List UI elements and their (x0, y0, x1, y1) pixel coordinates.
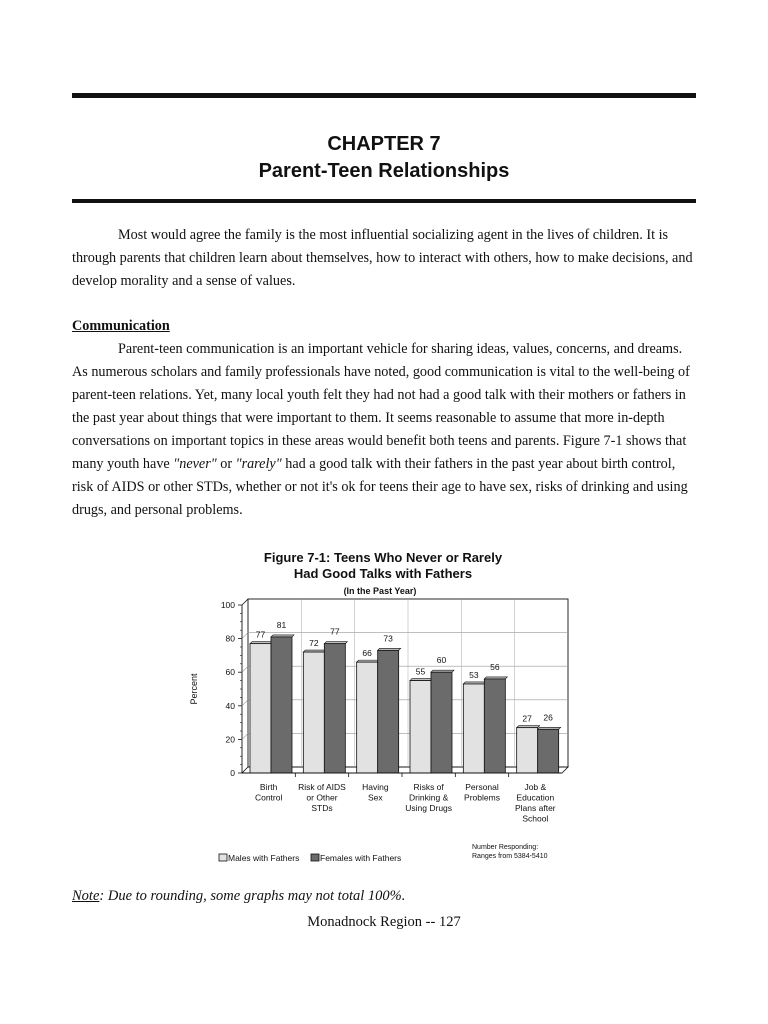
gridline-depth (242, 733, 248, 739)
rarely-emphasis: "rarely" (235, 456, 282, 472)
intro-paragraph (72, 224, 696, 293)
x-tick-label: Having (362, 782, 389, 792)
x-tick-label: Risk of AIDS (298, 782, 346, 792)
data-label: 66 (362, 648, 372, 659)
x-tick-label: Personal (465, 782, 499, 792)
chart-title-line1: Figure 7-1: Teens Who Never or Rarely (263, 550, 503, 565)
legend-label-males: Males with Fathers (228, 853, 300, 863)
section-heading: Communication (72, 318, 170, 334)
data-label: 77 (330, 626, 340, 637)
x-tick-label: Job & (524, 782, 547, 792)
bar (463, 684, 484, 773)
bottom-rule (72, 199, 696, 203)
x-tick-label: Birth (259, 782, 278, 792)
x-tick-label: Sex (368, 792, 383, 803)
x-tick-label: STDs (311, 803, 333, 813)
data-label: 72 (309, 638, 319, 649)
y-tick-label: 60 (225, 667, 235, 678)
y-tick-label: 20 (225, 734, 235, 745)
data-label: 55 (415, 666, 426, 677)
x-tick-label: or Other (306, 792, 338, 803)
legend-swatch-females (311, 854, 319, 861)
chart-title-line2: Had Good Talks with Fathers (293, 566, 473, 581)
gridline-depth (242, 700, 248, 706)
page-footer: Monadnock Region -- 127 (307, 914, 461, 930)
responding-note-line1: Number Responding: (472, 844, 539, 851)
bar (378, 650, 399, 773)
legend-swatch-males (219, 854, 227, 861)
figure-7-1-chart (0, 540, 768, 870)
x-tick-label: Problems (464, 792, 500, 803)
plot-area (221, 599, 568, 824)
x-tick-label: Education (516, 792, 555, 803)
x-tick-label: Control (254, 792, 283, 803)
x-tick-label: School (522, 813, 549, 824)
bar (271, 637, 292, 773)
data-label: 26 (543, 712, 553, 723)
data-label: 77 (255, 629, 266, 640)
x-tick-label: Risks of (413, 782, 444, 792)
bar (250, 644, 271, 773)
bar (538, 729, 559, 773)
y-tick-label: 100 (220, 600, 235, 610)
data-label: 60 (436, 655, 447, 666)
y-axis-depth-line (242, 599, 248, 605)
bar (431, 672, 452, 773)
never-emphasis: "never" (173, 456, 217, 472)
gridline-depth (242, 633, 248, 639)
chart-legend (219, 853, 401, 863)
chapter-title: Parent-Teen Relationships (258, 160, 510, 182)
y-axis-label: Percent (189, 673, 199, 705)
bar (357, 662, 378, 773)
chart-subtitle: (In the Past Year) (343, 586, 417, 596)
communication-paragraph (72, 338, 696, 522)
y-tick-label: 0 (230, 768, 235, 778)
bar (410, 681, 431, 773)
y-tick-label: 40 (225, 700, 235, 711)
or-text: or (216, 456, 236, 472)
responding-note-line2: Ranges from 5384-5410 (472, 853, 548, 860)
data-label: 56 (490, 661, 500, 672)
x-tick-label: Drinking & (409, 792, 449, 803)
data-label: 81 (276, 619, 287, 630)
intro-text: Most would agree the family is the most influential socializing agent in the lives of children. It is through parents that children learn about themselves, how to interact with others, how to make decisions, and develop morality and a sense of values. (72, 227, 693, 289)
x-tick-label: Using Drugs (405, 803, 453, 813)
top-rule (72, 93, 696, 98)
y-tick-label: 80 (225, 633, 235, 644)
rounding-note (72, 885, 405, 907)
x-tick-label: Plans after (515, 803, 556, 813)
data-label: 27 (522, 713, 532, 724)
note-label: Note (72, 888, 100, 904)
communication-text-b: had a good talk with their fathers in the past year about birth control, risk of AIDS or other STDs, whether or not it's ok for teens their age to have sex, risks of drinking and using drugs, and personal problems. (72, 456, 688, 518)
gridline-depth (242, 666, 248, 672)
legend-label-females: Females with Fathers (320, 853, 402, 863)
data-label: 53 (469, 669, 479, 680)
bar (517, 728, 538, 773)
data-label: 73 (383, 633, 393, 644)
note-text: : Due to rounding, some graphs may not total 100%. (99, 888, 406, 904)
bar (324, 644, 345, 773)
chapter-number: CHAPTER 7 (327, 133, 441, 155)
communication-text-a: Parent-teen communication is an important vehicle for sharing ideas, values, concerns, and dreams. As numerous scholars and family professionals have noted, good communication is vital to the well-being of parent-teen relations. Yet, many local youth felt they had not had a good talk with their mothers or fathers in the past year about things that were important to them. It seems reasonable to assume that more in-depth conversations on important topics in these areas would benefit both teens and parents. Figure 7-1 shows that many youth have (72, 341, 690, 472)
bar (303, 652, 324, 773)
bar (484, 679, 505, 773)
